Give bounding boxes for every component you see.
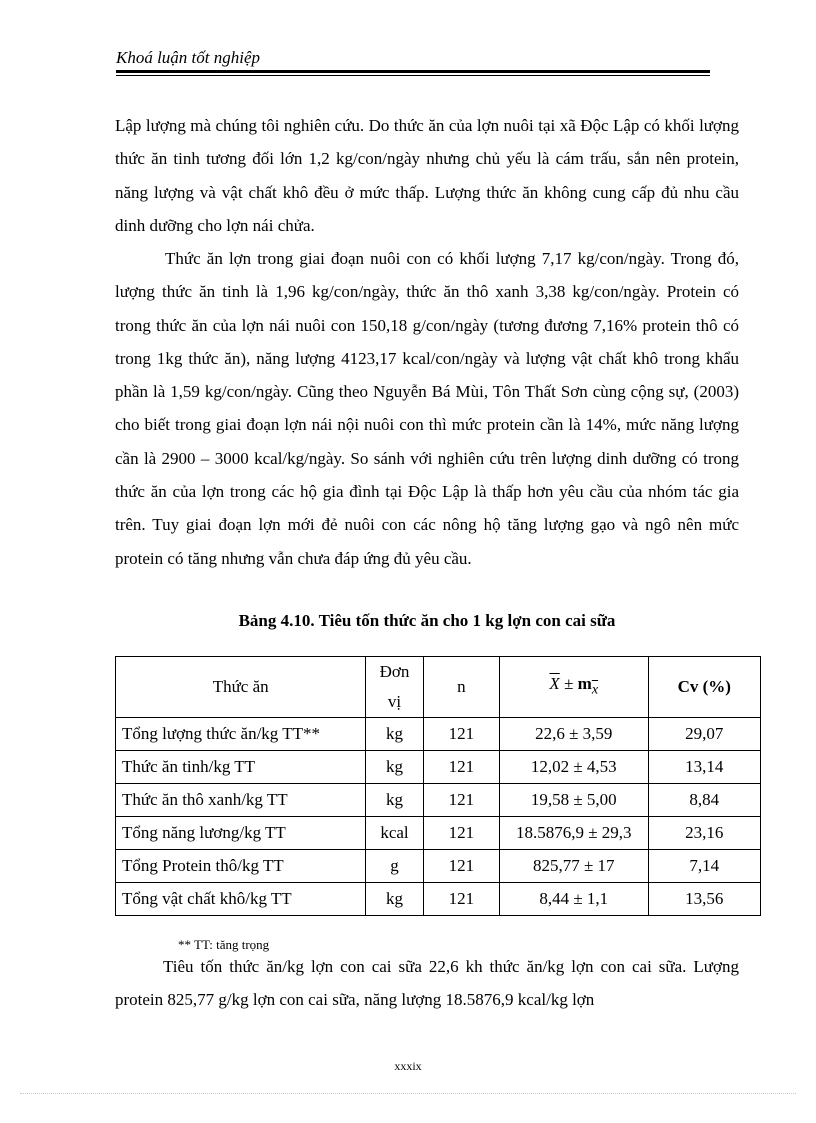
cell-mean: 18.5876,9 ± 29,3 xyxy=(500,817,649,850)
cell-n: 121 xyxy=(423,751,499,784)
header-mean-x: $\overline{X}$ xyxy=(549,674,560,694)
header-food: Thức ăn xyxy=(116,657,366,718)
cell-mean: 12,02 ± 4,53 xyxy=(500,751,649,784)
cell-n: 121 xyxy=(423,883,499,916)
cell-unit: kg xyxy=(366,718,423,751)
header-title: Khoá luận tốt nghiệp xyxy=(116,48,261,67)
header-unit-line1: Đơn xyxy=(379,662,410,681)
header-mean-pm: ± xyxy=(564,674,574,694)
table-row xyxy=(116,751,761,784)
table-row xyxy=(116,817,761,850)
cell-food: Thức ăn tinh/kg TT xyxy=(116,751,366,784)
cell-unit: kcal xyxy=(366,817,423,850)
cell-cv: 23,16 xyxy=(648,817,760,850)
cell-n: 121 xyxy=(423,817,499,850)
header-mean-m: m xyxy=(577,674,592,694)
table-row xyxy=(116,850,761,883)
cell-food: Tổng Protein thô/kg TT xyxy=(116,850,366,883)
header-mean-sub: x xyxy=(591,681,599,698)
cell-mean: 8,44 ± 1,1 xyxy=(500,883,649,916)
cell-unit: kg xyxy=(366,784,423,817)
cell-unit: kg xyxy=(366,883,423,916)
cell-cv: 13,56 xyxy=(648,883,760,916)
table-row xyxy=(116,784,761,817)
page-number: xxxix xyxy=(394,1059,422,1073)
page-bottom-divider xyxy=(20,1093,796,1094)
paragraph-2: Thức ăn lợn trong giai đoạn nuôi con có khối lượng 7,17 kg/con/ngày. Trong đó, lượng thức ăn tinh là 1,96 kg/con/ngày, thức ăn thô xanh 3,38 kg/con/ngày. Protein có trong thức ăn của lợn nái nuôi con 150,18 g/con/ngày (tương đương 7,16% protein thô có trong 1kg thức ăn), năng lượng 4123,17 kcal/con/ngày và lượng vật chất khô trong khẩu phần là 1,59 kg/con/ngày. Cũng theo Nguyễn Bá Mùi, Tôn Thất Sơn cùng cộng sự, (2003) cho biết trong giai đoạn lợn nái nội nuôi con thì mức protein cần là 14%, mức năng lượng cần là 2900 – 3000 kcal/kg/ngày. So sánh với nghiên cứu trên lượng dinh dưỡng có trong thức ăn của lợn trong các hộ gia đình tại Độc Lập là thấp hơn yêu cầu của nhóm tác gia trên. Tuy giai đoạn lợn mới đẻ nuôi con các nông hộ tăng lượng gạo và ngô nên mức protein có tăng nhưng vẫn chưa đáp ứng đủ yêu cầu. xyxy=(115,249,739,568)
paragraph-1: Lập lượng mà chúng tôi nghiên cứu. Do thức ăn của lợn nuôi tại xã Độc Lập có khối lượng thức ăn tinh tương đối lớn 1,2 kg/con/ngày nhưng chủ yếu là cám trấu, sắn nên protein, năng lượng và vật chất khô đều ở mức thấp. Lượng thức ăn không cung cấp đủ nhu cầu dinh dưỡng cho lợn nái chửa. xyxy=(115,116,739,235)
header-mean xyxy=(500,657,649,718)
header-cv: Cv (%) xyxy=(648,657,760,718)
paragraph-3: Tiêu tốn thức ăn/kg lợn con cai sữa 22,6 kh thức ăn/kg lợn con cai sữa. Lượng protein 825,77 g/kg lợn con cai sữa, năng lượng 18.5876,9 kcal/kg lợn xyxy=(115,957,739,1010)
cell-n: 121 xyxy=(423,718,499,751)
cell-unit: kg xyxy=(366,751,423,784)
header-n: n xyxy=(423,657,499,718)
header-unit-line2: vị xyxy=(387,692,402,711)
header-unit xyxy=(366,657,423,718)
table-row xyxy=(116,718,761,751)
cell-mean: 22,6 ± 3,59 xyxy=(500,718,649,751)
table-caption: Bảng 4.10. Tiêu tốn thức ăn cho 1 kg lợn con cai sữa xyxy=(238,611,616,630)
header-rule-thin xyxy=(116,75,710,76)
page-header xyxy=(116,48,710,74)
cell-cv: 13,14 xyxy=(648,751,760,784)
table-footnote: ** TT: tăng trọng xyxy=(178,937,270,952)
table-row xyxy=(116,883,761,916)
cell-unit: g xyxy=(366,850,423,883)
cell-mean: 19,58 ± 5,00 xyxy=(500,784,649,817)
feed-cost-table xyxy=(115,656,761,916)
cell-cv: 7,14 xyxy=(648,850,760,883)
header-rule-thick xyxy=(116,70,710,73)
cell-n: 121 xyxy=(423,784,499,817)
cell-food: Thức ăn thô xanh/kg TT xyxy=(116,784,366,817)
cell-cv: 8,84 xyxy=(648,784,760,817)
cell-food: Tổng lượng thức ăn/kg TT** xyxy=(116,718,366,751)
cell-mean: 825,77 ± 17 xyxy=(500,850,649,883)
cell-food: Tổng vật chất khô/kg TT xyxy=(116,883,366,916)
cell-n: 121 xyxy=(423,850,499,883)
cell-food: Tổng năng lương/kg TT xyxy=(116,817,366,850)
table-header-row xyxy=(116,657,761,718)
cell-cv: 29,07 xyxy=(648,718,760,751)
